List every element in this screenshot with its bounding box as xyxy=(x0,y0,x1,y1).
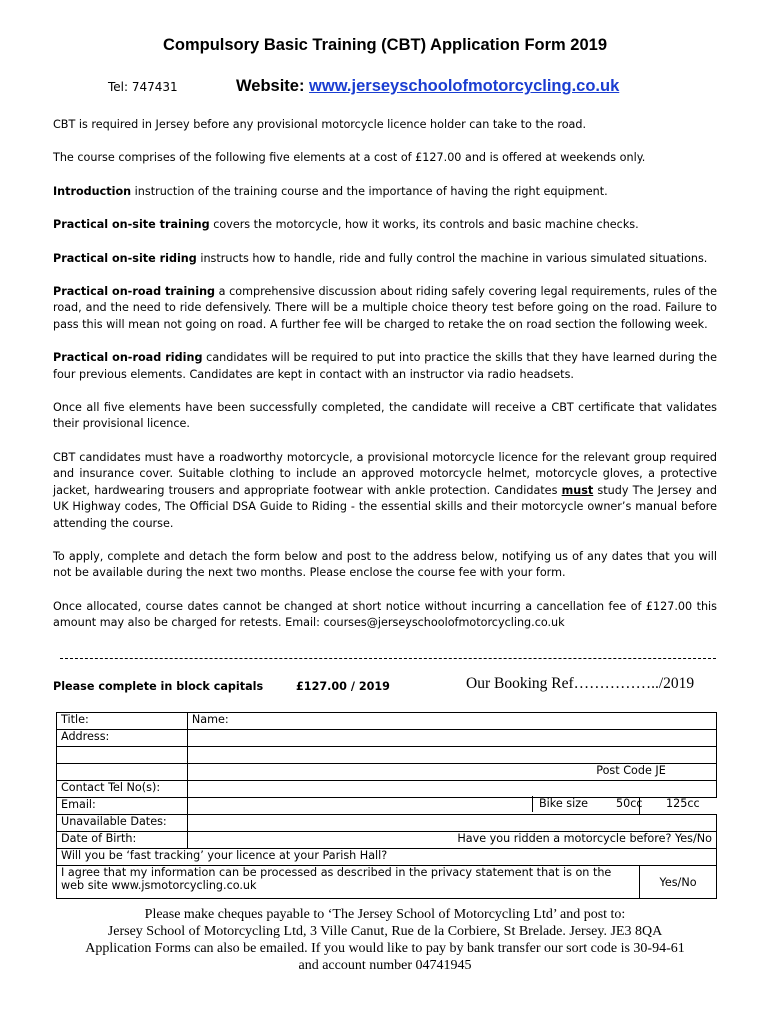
block-capitals-note: Please complete in block capitals xyxy=(53,680,264,693)
dob-label: Date of Birth: xyxy=(61,832,137,845)
form-row-contact xyxy=(57,781,717,798)
element-introduction xyxy=(53,184,717,200)
email-label-cell xyxy=(57,798,188,815)
postcode-field[interactable] xyxy=(187,764,716,781)
form-row-address-2 xyxy=(57,747,717,764)
address-spacer xyxy=(57,747,188,764)
element-heading: Practical on-site training xyxy=(53,218,210,232)
address-label: Address: xyxy=(61,730,110,743)
element-text: covers the motorcycle, how it works, its controls and basic machine checks. xyxy=(209,218,639,232)
dob-field[interactable] xyxy=(187,832,716,849)
element-heading: Introduction xyxy=(53,184,132,198)
bike-size-label: Bike size xyxy=(539,797,588,810)
title-label: Title: xyxy=(61,713,89,726)
footer-address-line: Jersey School of Motorcycling Ltd, 3 Ville Canut, Rue de la Corbiere, St Brelade. Jersey. JE3 8QA xyxy=(107,924,663,939)
course-description xyxy=(53,117,717,632)
name-label: Name: xyxy=(191,713,229,726)
address-field-2[interactable] xyxy=(187,747,716,764)
unavailable-label: Unavailable Dates: xyxy=(61,815,167,828)
address-label-cell xyxy=(57,730,188,747)
footer-instructions xyxy=(40,906,730,974)
booking-ref: Our Booking Ref……………../2019 xyxy=(466,675,695,692)
website-label: Website: xyxy=(236,77,310,95)
element-onsite-riding xyxy=(53,251,717,267)
address-field-1[interactable] xyxy=(187,730,716,747)
contact-label-cell xyxy=(57,781,188,798)
privacy-statement-cell xyxy=(57,866,640,899)
requirements-text: study The Jersey and UK Highway codes, The Official DSA Guide to Riding - the essential skills and their motorcycle owner’s manual before attending the course. xyxy=(53,483,717,530)
form-row-unavailable xyxy=(57,815,717,832)
contact-label: Contact Tel No(s): xyxy=(61,781,161,794)
privacy-statement: I agree that my information can be processed as described in the privacy statement that is on the web site www.jsmotorcycling.co.uk xyxy=(61,866,612,892)
bike-size-50cc[interactable]: 50cc xyxy=(616,797,643,810)
form-row-title-name xyxy=(57,713,717,730)
intro-paragraph: CBT is required in Jersey before any provisional motorcycle licence holder can take to the road. xyxy=(53,118,587,131)
footer-bank-line: Application Forms can also be emailed. If you would like to pay by bank transfer our sort code is 30-94-61 xyxy=(85,941,685,956)
fast-track-question: Will you be ‘fast tracking’ your licence at your Parish Hall? xyxy=(61,849,388,862)
requirements-paragraph xyxy=(53,450,717,532)
telephone-number: Tel: 747431 xyxy=(108,80,178,94)
name-field[interactable] xyxy=(187,713,716,730)
title-field[interactable] xyxy=(57,713,188,730)
requirements-text: CBT candidates must have a roadworthy motorcycle, a provisional motorcycle licence for the relevant group required and insurance cover. Suitable clothing to include an approved motorcycle helmet, motorcycle gloves, a protective jacket, hardwearing trousers and appropriate footwear with ankle protection. Candidates xyxy=(53,450,717,497)
bike-size-box[interactable] xyxy=(532,796,717,812)
course-cost-paragraph: The course comprises of the following five elements at a cost of £127.00 and is offered at weekends only. xyxy=(53,151,646,165)
privacy-yes-no-field[interactable] xyxy=(640,866,717,899)
form-row-address xyxy=(57,730,717,747)
element-heading: Practical on-road training xyxy=(53,285,216,299)
unavailable-field[interactable] xyxy=(187,815,716,832)
element-onroad-training xyxy=(53,284,717,333)
footer-account-line: and account number 04741945 xyxy=(298,958,472,973)
email-label: Email: xyxy=(61,798,96,811)
certificate-paragraph: Once all five elements have been successfully completed, the candidate will receive a CBT certificate that validates their provisional licence. xyxy=(53,401,717,431)
dob-label-cell xyxy=(57,832,188,849)
footer-cheque-line: Please make cheques payable to ‘The Jersey School of Motorcycling Ltd’ and post to: xyxy=(144,907,626,922)
website-line xyxy=(236,77,619,96)
postcode-spacer xyxy=(57,764,188,781)
contact-field[interactable] xyxy=(187,781,716,798)
element-text: candidates will be required to put into practice the skills that they have learned during the four previous elements. Candidates are kept in contact with an instructor via radio headsets. xyxy=(53,351,717,381)
postcode-label: Post Code JE xyxy=(596,764,666,777)
detach-line xyxy=(60,658,716,660)
element-text: instruction of the training course and the importance of having the right equipment. xyxy=(131,184,608,198)
apply-paragraph: To apply, complete and detach the form below and post to the address below, notifying us of any dates that you will not be available during the next two months. Please enclose the course fee with your form. xyxy=(53,549,717,580)
form-row-dob xyxy=(57,832,717,849)
form-row-privacy xyxy=(57,866,717,899)
ridden-question: Have you ridden a motorcycle before? Yes/No xyxy=(457,832,712,845)
element-heading: Practical on-road riding xyxy=(53,351,203,365)
element-text: instructs how to handle, ride and fully control the machine in various simulated situations. xyxy=(196,251,708,265)
element-text: a comprehensive discussion about riding safely covering legal requirements, rules of the road, and the need to ride defensively. There will be a multiple choice theory test before going on the road. Failure to pass this will mean not going on road. A further fee will be charged to retake the on road section the following week. xyxy=(53,285,717,331)
element-onsite-training xyxy=(53,217,717,233)
form-row-postcode xyxy=(57,764,717,781)
page-title: Compulsory Basic Training (CBT) Application Form 2019 xyxy=(162,36,608,54)
website-link[interactable]: www.jerseyschoolofmotorcycling.co.uk xyxy=(309,77,620,95)
privacy-yes-no: Yes/No xyxy=(659,875,697,889)
element-heading: Practical on-site riding xyxy=(53,251,197,265)
form-row-fast-track xyxy=(57,849,717,866)
course-fee: £127.00 / 2019 xyxy=(296,680,390,693)
element-onroad-riding xyxy=(53,350,717,383)
bike-size-125cc[interactable]: 125cc xyxy=(666,797,700,810)
fast-track-field[interactable] xyxy=(57,849,717,866)
cancellation-paragraph: Once allocated, course dates cannot be changed at short notice without incurring a cancellation fee of £127.00 this amount may also be charged for retests. Email: courses@jerseyschoolofmotorcycling.co.uk xyxy=(53,599,717,630)
must-emphasis: must xyxy=(561,483,594,497)
unavailable-label-cell xyxy=(57,815,188,832)
